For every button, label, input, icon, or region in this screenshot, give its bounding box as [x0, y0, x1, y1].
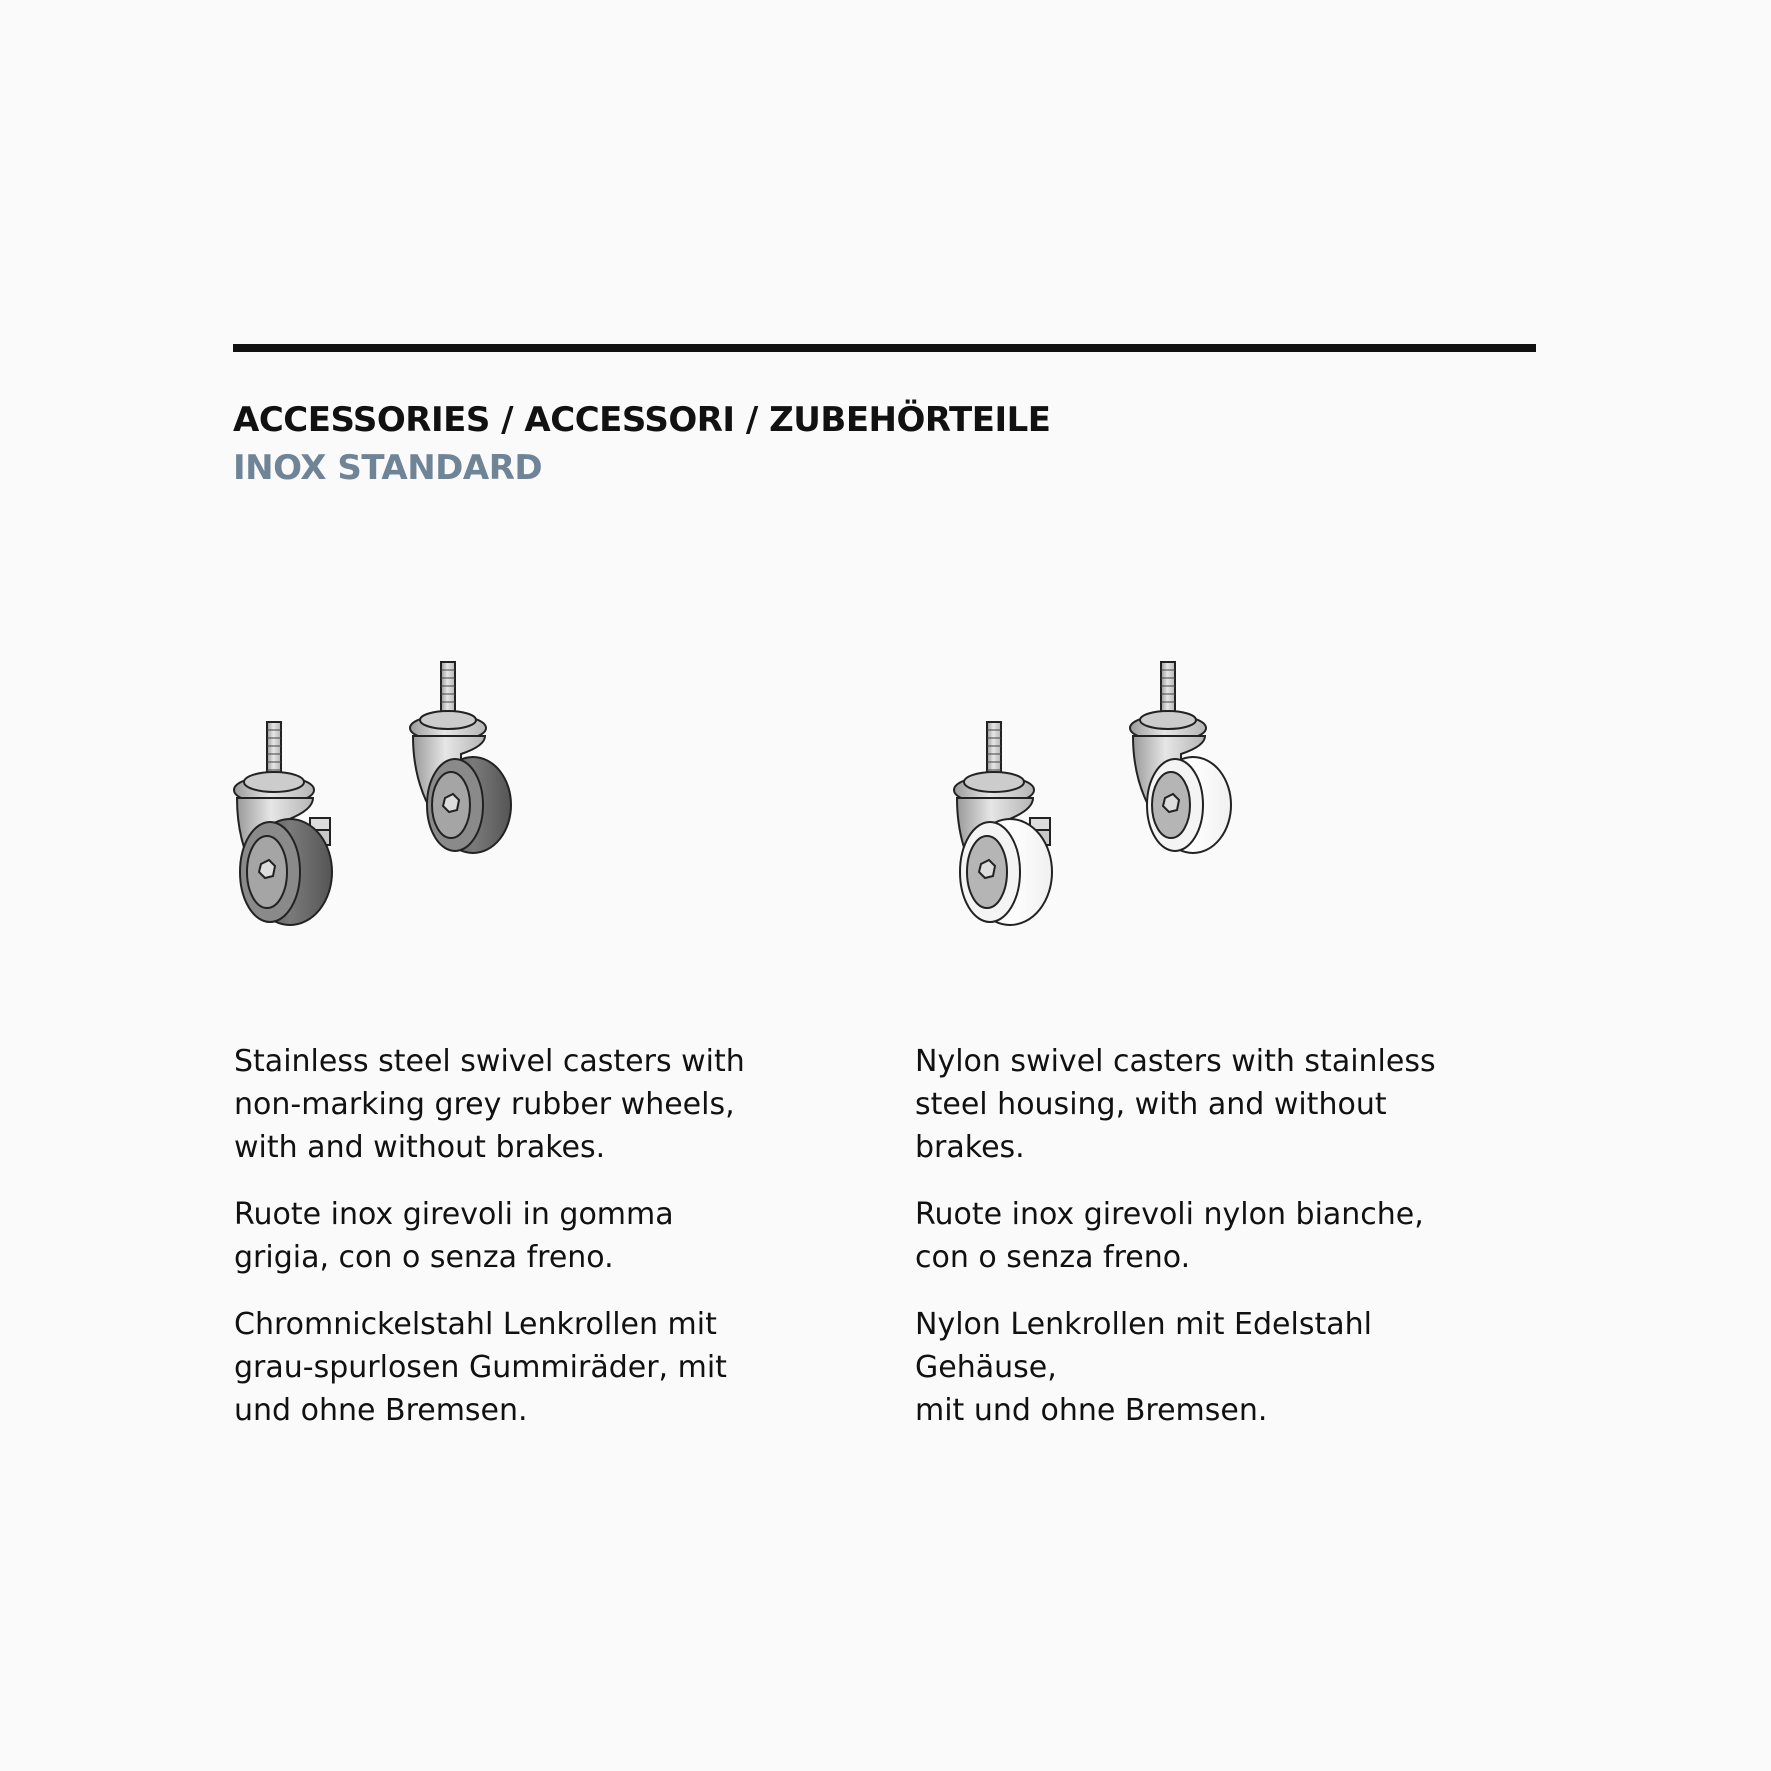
page-title: ACCESSORIES / ACCESSORI / ZUBEHÖRTEILE [233, 400, 1051, 440]
description-english: Nylon swivel casters with stainless steel housing, with and without brakes. [915, 1044, 1436, 1165]
description-english: Stainless steel swivel casters with non-marking grey rubber wheels, with and without brakes. [234, 1044, 745, 1165]
white-nylon-casters-illustration [945, 650, 1265, 940]
nylon-casters-description [915, 1040, 1475, 1456]
caster-without-brake [410, 662, 511, 853]
description-italian: Ruote inox girevoli nylon bianche, con o senza freno. [915, 1197, 1424, 1275]
page-subtitle: INOX STANDARD [233, 448, 543, 488]
grey-casters-description [234, 1040, 794, 1456]
header-rule [233, 344, 1536, 352]
description-german: Chromnickelstahl Lenkrollen mit grau-spurlosen Gummiräder, mit und ohne Bremsen. [234, 1307, 727, 1428]
nylon-caster-with-brake [954, 722, 1052, 925]
caster-with-brake [234, 722, 332, 925]
description-italian: Ruote inox girevoli in gomma grigia, con o senza freno. [234, 1197, 674, 1275]
grey-rubber-casters-illustration [225, 650, 545, 940]
description-german: Nylon Lenkrollen mit Edelstahl Gehäuse, mit und ohne Bremsen. [915, 1307, 1372, 1428]
nylon-caster-without-brake [1130, 662, 1231, 853]
